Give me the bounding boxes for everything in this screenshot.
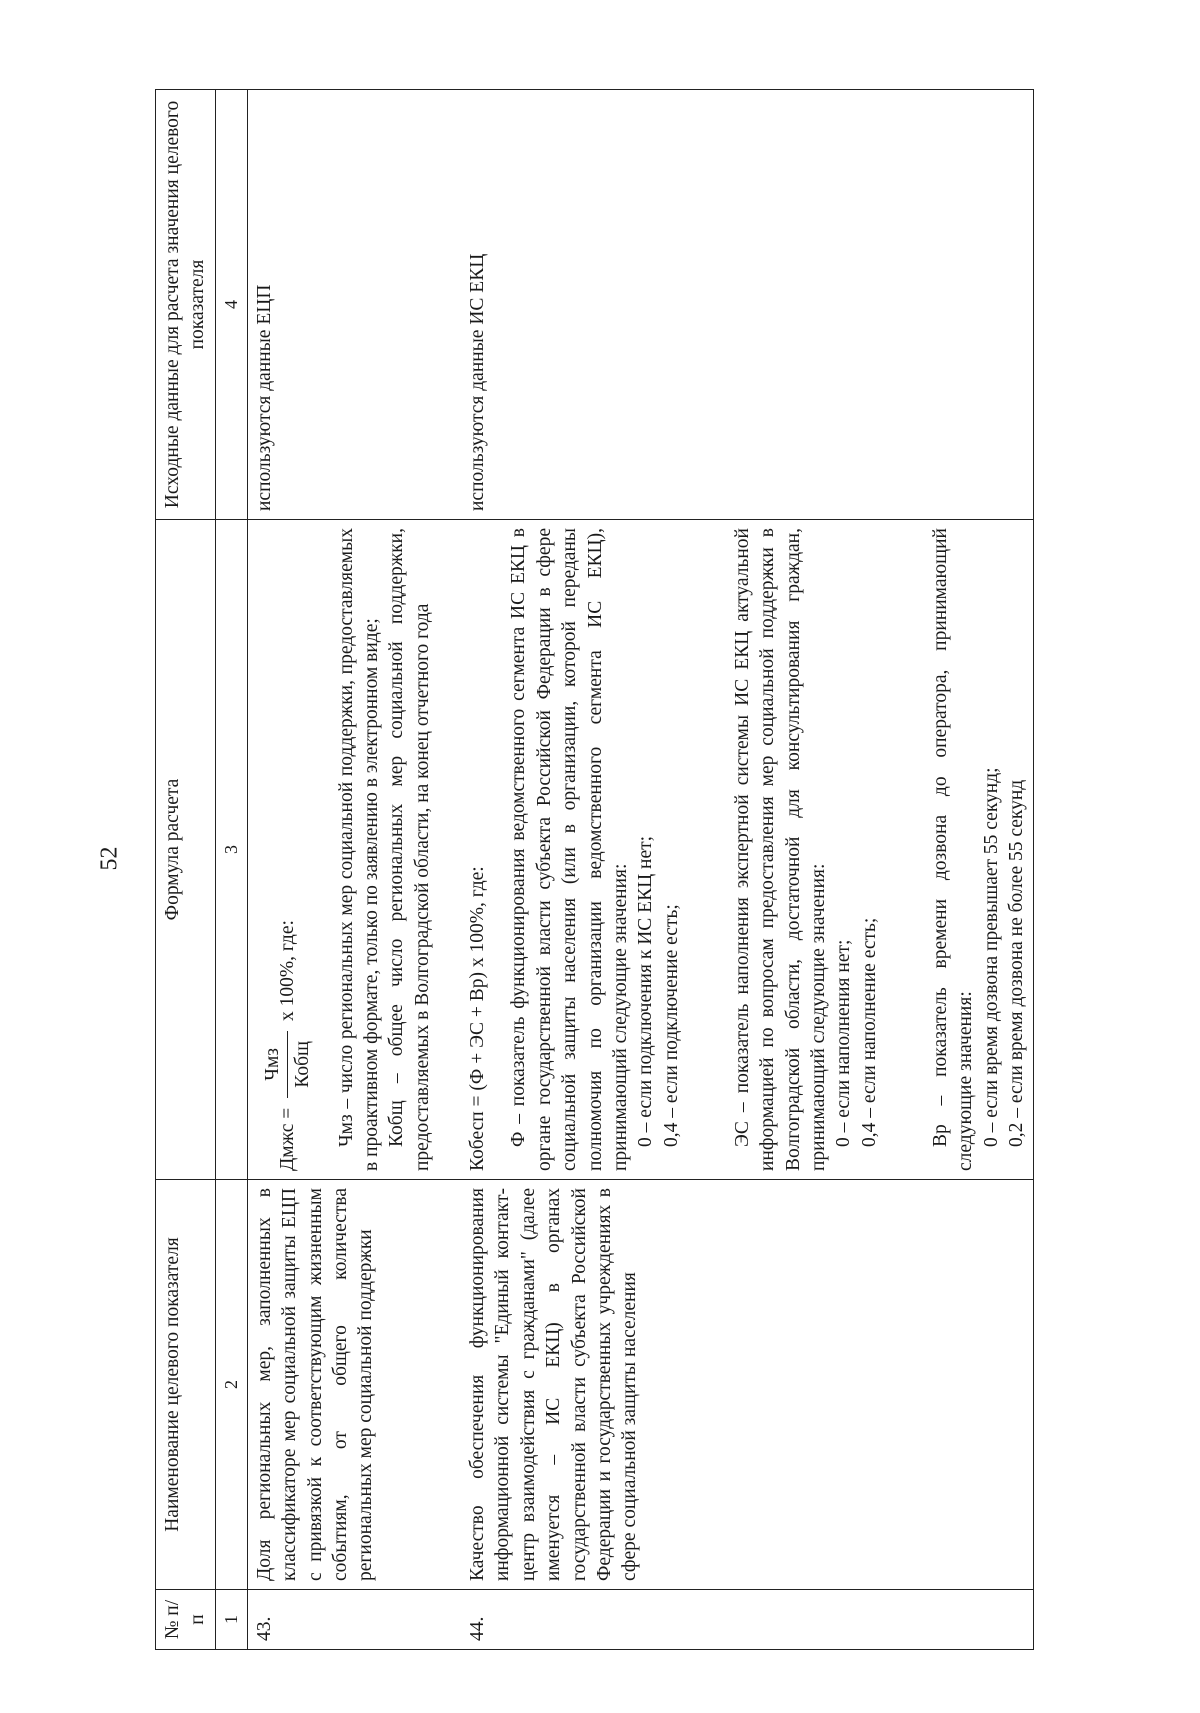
row-source: используются данные ИС ЕКЦ — [439, 90, 1034, 520]
col-number-3: 3 — [215, 520, 247, 1180]
definition-f-value-0: 0 – если подключения к ИС ЕКЦ нет; — [635, 835, 657, 1147]
formula-right: x 100%, где: — [277, 920, 299, 1021]
col-number-1: 1 — [215, 1590, 247, 1650]
row-formula-cell — [248, 520, 440, 1180]
column-number-row — [215, 90, 247, 1650]
definition-f: Ф – показатель функционирования ведомственного сегмента ИС ЕКЦ в органе государственной власти субъекта Российской Федерации в сфере социальной защиты населения (или в организации, которой переданы полномочия по организации ведомственного сегмента ИС ЕКЦ), принимающий следующие значения: — [508, 528, 631, 1171]
formula-kobesp: Кобесп = (Ф + ЭС + Вр) x 100%, где: — [467, 866, 489, 1171]
row-num: 43. — [248, 1590, 440, 1650]
header-row — [156, 90, 216, 1650]
formula-numerator: Чмз — [262, 1047, 284, 1081]
formula-dmzhs — [260, 528, 316, 1171]
row-num: 44. — [439, 1590, 1034, 1650]
col-number-4: 4 — [215, 90, 247, 520]
definition-chmz: Чмз – число региональных мер социальной поддержки, предоставляемых в проактивном формате, только по заявлению в электронном виде; — [335, 528, 383, 1171]
rotated-table-sheet — [155, 90, 1035, 1650]
formula-left: Дмжс = — [277, 1107, 299, 1171]
definition-kobshch: Кобщ – общее число региональных мер социальной поддержки, предоставляемых в Волгоградской области, на конец отчетного года — [386, 528, 433, 1171]
header-source: Исходные данные для расчета значения целевого показателя — [156, 90, 216, 520]
definition-vr-value-0: 0 – если время дозвона превышает 55 секунд; — [980, 767, 1002, 1147]
header-num: № п/п — [156, 1590, 216, 1650]
indicator-table — [155, 89, 1034, 1650]
definition-es-value-0: 0 – если наполнения нет; — [833, 939, 855, 1147]
page-number: 52 — [96, 846, 123, 871]
header-formula: Формула расчета — [156, 520, 216, 1180]
row-source: используются данные ЕЦП — [248, 90, 440, 520]
definition-es-value-04: 0,4 – если наполнение есть; — [858, 917, 880, 1147]
formula-denominator: Кобщ — [287, 1031, 315, 1098]
table-row-43 — [248, 90, 440, 1650]
col-number-2: 2 — [215, 1180, 247, 1590]
table-row-44 — [439, 90, 1034, 1650]
definition-f-value-04: 0,4 – если подключение есть; — [660, 904, 682, 1147]
definition-vr: Вр – показатель времени дозвона до оператора, принимающий следующие значения: — [929, 528, 977, 1171]
definition-es: ЭС – показатель наполнения экспертной системы ИС ЕКЦ актуальной информацией по вопросам предоставления мер социальной поддержки в Волгоградской области, достаточной для консультирования граждан, принимающий следующие значения: — [731, 528, 829, 1171]
definition-vr-value-02: 0,2 – если время дозвона не более 55 секунд — [1005, 779, 1027, 1147]
row-indicator-name: Доля региональных мер, заполненных в классификаторе мер социальной защиты ЕЦП с привязкой к соответствующим жизненным событиям, от общего количества региональных мер социальной поддержки — [248, 1180, 440, 1590]
row-indicator-name: Качество обеспечения функционирования информационной системы "Единый контакт-центр взаимодействия с гражданами" (далее именуется – ИС ЕКЦ) в органах государственной власти субъекта Российской Федерации и государственных учреждениях в сфере социальной защиты населения — [439, 1180, 1034, 1590]
row-formula-cell — [439, 520, 1034, 1180]
header-name: Наименование целевого показателя — [156, 1180, 216, 1590]
formula-fraction — [260, 1031, 316, 1098]
